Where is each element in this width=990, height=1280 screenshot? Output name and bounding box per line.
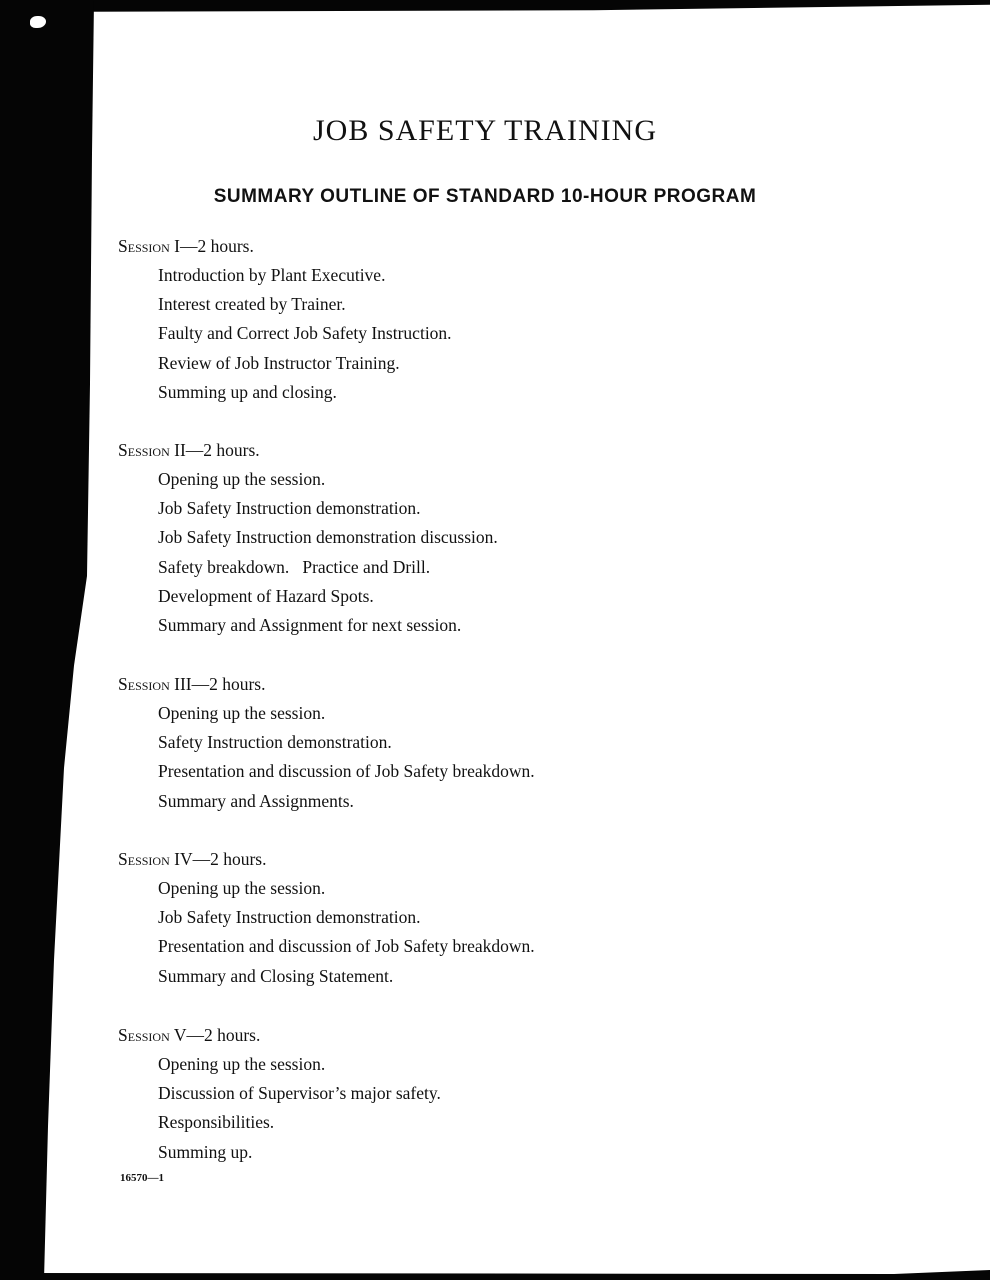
list-item: Presentation and discussion of Job Safety breakdown. bbox=[158, 761, 535, 782]
list-item: Job Safety Instruction demonstration discussion. bbox=[158, 527, 498, 548]
list-item: Opening up the session. bbox=[158, 703, 326, 723]
session-5 bbox=[118, 1021, 441, 1167]
session-2 bbox=[118, 436, 498, 640]
page-subtitle: SUMMARY OUTLINE OF STANDARD 10-HOUR PROGRAM bbox=[213, 186, 757, 207]
list-item: Discussion of Supervisor’s major safety. bbox=[158, 1083, 441, 1104]
list-item: Summary and Assignments. bbox=[158, 790, 354, 811]
scan-border-bottom bbox=[30, 1270, 990, 1280]
session-word: Session bbox=[118, 236, 170, 256]
list-item: Summary and Assignment for next session. bbox=[158, 614, 462, 635]
session-hours: III—2 hours. bbox=[174, 674, 266, 694]
session-word: Session bbox=[118, 1025, 170, 1045]
list-item: Responsibilities. bbox=[158, 1112, 275, 1133]
session-heading bbox=[118, 845, 535, 874]
list-item: Review of Job Instructor Training. bbox=[158, 352, 400, 373]
list-item: Opening up the session. bbox=[158, 1054, 326, 1074]
session-hours: II—2 hours. bbox=[174, 440, 260, 460]
list-item: Interest created by Trainer. bbox=[158, 294, 346, 315]
list-item: Development of Hazard Spots. bbox=[158, 585, 374, 606]
page-title: JOB SAFETY TRAINING bbox=[312, 114, 658, 147]
list-item: Introduction by Plant Executive. bbox=[158, 265, 386, 285]
session-heading bbox=[118, 232, 452, 261]
session-hours: I—2 hours. bbox=[174, 236, 254, 256]
list-item: Safety breakdown. Practice and Drill. bbox=[158, 556, 431, 577]
session-4 bbox=[118, 845, 535, 991]
session-1 bbox=[118, 232, 452, 407]
list-item: Job Safety Instruction demonstration. bbox=[158, 907, 421, 928]
scan-border-top bbox=[0, 0, 990, 12]
session-word: Session bbox=[118, 674, 170, 694]
session-heading bbox=[118, 670, 535, 699]
list-item: Presentation and discussion of Job Safety breakdown. bbox=[158, 936, 535, 957]
session-hours: IV—2 hours. bbox=[174, 849, 267, 869]
list-item: Summary and Closing Statement. bbox=[158, 965, 394, 986]
session-3 bbox=[118, 670, 535, 816]
session-hours: V—2 hours. bbox=[173, 1025, 261, 1045]
session-word: Session bbox=[118, 440, 170, 460]
session-heading bbox=[118, 1021, 441, 1050]
session-items bbox=[118, 699, 535, 816]
form-code: 16570—1 bbox=[120, 1172, 164, 1184]
session-word: Session bbox=[118, 849, 170, 869]
session-items bbox=[118, 465, 498, 640]
session-heading bbox=[118, 436, 498, 465]
list-item: Opening up the session. bbox=[158, 878, 326, 898]
session-items bbox=[118, 261, 452, 407]
session-items bbox=[118, 1050, 441, 1167]
session-items bbox=[118, 874, 535, 991]
list-item: Job Safety Instruction demonstration. bbox=[158, 498, 421, 519]
list-item: Faulty and Correct Job Safety Instruction. bbox=[158, 323, 452, 344]
list-item: Opening up the session. bbox=[158, 469, 326, 489]
list-item: Summing up and closing. bbox=[158, 381, 337, 402]
list-item: Summing up. bbox=[158, 1141, 253, 1162]
list-item: Safety Instruction demonstration. bbox=[158, 732, 392, 753]
